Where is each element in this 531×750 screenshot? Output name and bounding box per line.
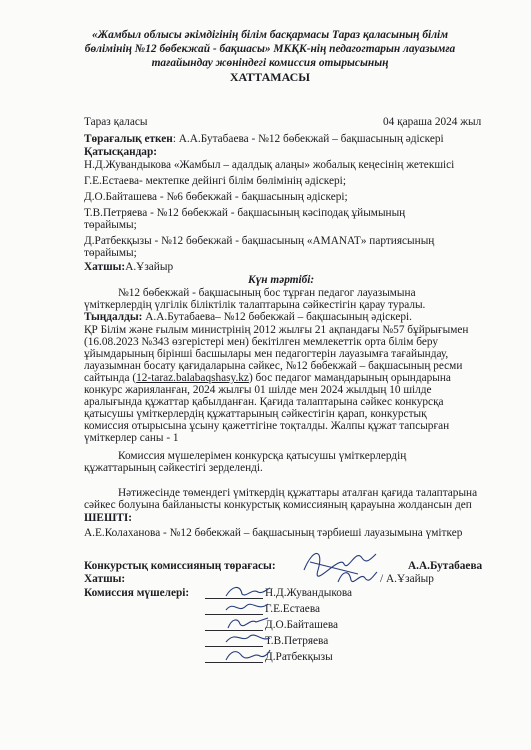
site-link[interactable]: 12-taraz.balabaqshasy.kz (136, 372, 249, 384)
para2-line: құжаттарының сәйкестігі зерделенді. (84, 462, 263, 474)
para3-line: сәйкес болуына байланысты конкурстық комиссияның қарауына жолдансын деп (84, 499, 472, 511)
listened-value: А.А.Бутабаева– №12 бөбекжай – бақшасының әдіскері. (142, 311, 412, 323)
decision-text: А.Е.Колаханова - №12 бөбекжай – бақшасының тәрбиеші лауазымына үміткер (84, 527, 463, 539)
body-line: лауазымнан босату қағидаларына сәйкес, №12 бөбекжай – бақшасының ресми (84, 360, 463, 372)
members-label: Комиссия мүшелері: (84, 587, 190, 599)
attendees-label: Қатысқандар: (84, 146, 158, 158)
para3-line: Нәтижесінде төмендегі үміткердің құжаттары аталған қағида талаптарына (118, 487, 478, 499)
secretary-sign-name: / А.Ұзайыр (380, 573, 434, 585)
secretary-line (84, 261, 173, 274)
title-line-4: ХАТТАМАСЫ (229, 70, 311, 84)
chair-line (84, 133, 444, 146)
member-name: Н.Д.Жувандыкова (265, 587, 353, 599)
attendee-line: Г.Е.Естаева- мектепке дейінгі білім бөлімінің әдіскері; (84, 175, 346, 187)
document-title (60, 28, 480, 84)
attendee-line: Д.О.Байташева - №6 бөбекжай - бақшасының әдіскері; (84, 191, 348, 203)
secretary-label: Хатшы: (84, 261, 126, 273)
title-line-1: «Жамбыл облысы әкімдігінің білім басқармасы Тараз қаласының білім (91, 29, 449, 41)
site-post: ) бос педагог мамандарының орындарына (248, 372, 451, 384)
agenda-title: Күн тәртібі: (248, 274, 315, 286)
secretary-value: А.Ұзайыр (125, 261, 174, 273)
body-line: комиссия отырысына ұсыну қажеттігіне тоқталды. Жалпы құжат тапсырған (84, 420, 450, 432)
chair-value: : А.А.Бутабаева - №12 бөбекжай – бақшасының әдіскері (172, 133, 444, 145)
title-line-2: бөлімінің №12 бөбекжай - бақшасы» МКҚК-нің педагогтарын лауазымға (84, 43, 456, 55)
decision-label: ШЕШТІ: (84, 512, 133, 524)
listened-line (84, 311, 412, 324)
member-name: Д.О.Байташева (265, 619, 339, 631)
attendee-line: төрайымы; (84, 219, 137, 231)
body-line: үміткерлер саны - 1 (84, 432, 179, 444)
body-line: ҚР Білім және ғылым министрінің 2012 жылғы 21 ақпандағы №57 бұйрығымен (84, 324, 469, 336)
attendee-line: Н.Д.Жувандыкова «Жамбыл – адалдық алаңы» жобалық кеңесінің жетекшісі (84, 159, 455, 171)
body-line: қатысушы үміткерлердің құжаттарының сәйкестігін қарап, конкурстық (84, 408, 427, 420)
attendee-line: Т.В.Петряева - №12 бөбекжай - бақшасының кәсіподақ ұйымының (84, 207, 406, 219)
body-line: (16.08.2023 №343 өзгерістері мен) бекітілген мемлекеттік орта білім беру (84, 336, 439, 348)
place: Тараз қаласы (84, 116, 148, 128)
listened-label: Тыңдалды: (84, 311, 143, 323)
date: 04 қараша 2024 жыл (383, 116, 482, 128)
chair-label: Төрағалық еткен (84, 133, 173, 145)
body-line: конкурс жарияланған, 2024 жылғы 01 шілде мен 2024 жылдың 10 шілде (84, 384, 432, 396)
body-line: аралығында құжаттар қабылданған. Қағида талаптарына сәйкес конкурсқа (84, 396, 444, 408)
chair-sign-label: Конкурстық комиссияның төрағасы: (84, 560, 276, 572)
title-line-3: тағайындау жөніндегі комиссия отырысының (151, 57, 389, 69)
body-line: ұйымдарының бірінші басшылары мен педагогтерін лауазымға тағайындау, (84, 348, 449, 360)
site-pre: сайтында ( (84, 372, 137, 384)
member-signature-icon (222, 644, 272, 666)
attendee-line: төрайымы; (84, 247, 137, 259)
chair-sign-name: А.А.Бутабаева (408, 560, 483, 572)
para2-line: Комиссия мүшелерімен конкурсқа қатысушы үміткерлердің (118, 450, 407, 462)
secretary-signature-icon (335, 566, 380, 588)
member-name: Т.В.Петряева (265, 635, 329, 647)
member-name: Г.Е.Естаева (265, 603, 321, 615)
agenda-line: үміткерлердің үлгілік біліктілік талаптарына сәйкестігін қарау туралы. (84, 299, 426, 311)
member-name: Д.Ратбекқызы (265, 651, 333, 663)
attendee-line: Д.Ратбекқызы - №12 бөбекжай - бақшасының «AMANAT» партиясының (84, 235, 435, 247)
agenda-line: №12 бөбекжай - бақшасының бос тұрған педагог лауазымына (118, 287, 416, 299)
secretary-sign-label: Хатшы: (84, 573, 126, 585)
